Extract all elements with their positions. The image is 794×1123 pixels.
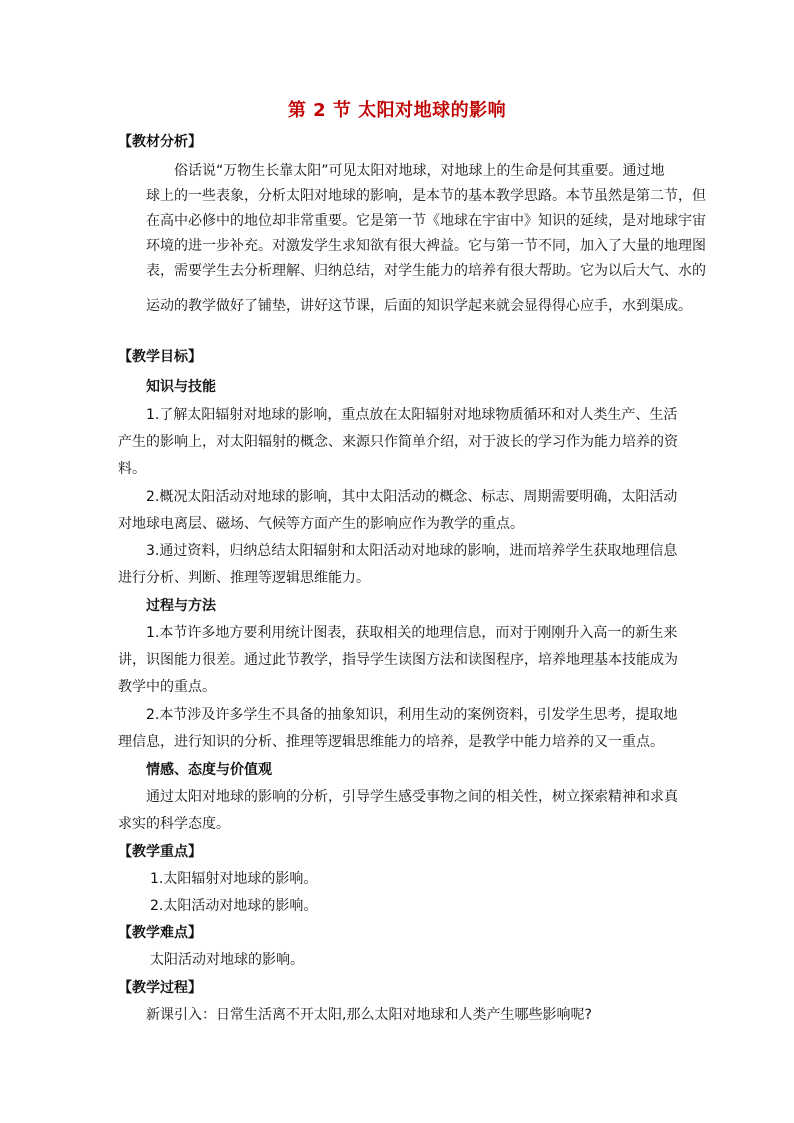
- analysis-line: 在高中必修中的地位却非常重要。它是第一节《地球在宇宙中》知识的延续，是对地球宇宙: [146, 213, 706, 229]
- goal-line: 2.本节涉及许多学生不具备的抽象知识，利用生动的案例资料，引发学生思考，提取地: [146, 707, 678, 723]
- key-point-item: 2.太阳活动对地球的影响。: [150, 898, 318, 914]
- analysis-line: 俗话说“万物生长靠太阳”可见太阳对地球，对地球上的生命是何其重要。通过地: [174, 163, 665, 179]
- emotion-heading: 情感、态度与价值观: [146, 762, 272, 778]
- goal-line: 1.本节许多地方要利用统计图表，获取相关的地理信息，而对于刚刚升入高一的新生来: [146, 625, 678, 641]
- goal-line: 求实的科学态度。: [118, 816, 230, 832]
- analysis-line: 环境的进一步补充。对激发学生求知欲有很大裨益。它与第一节不同，加入了大量的地理图: [146, 238, 706, 254]
- process-intro: 新课引入：日常生活离不开太阳,那么太阳对地球和人类产生哪些影响呢?: [146, 1007, 592, 1023]
- analysis-heading: 【教材分析】: [118, 134, 202, 150]
- goal-line: 2.概况太阳活动对地球的影响，其中太阳活动的概念、标志、周期需要明确，太阳活动: [146, 489, 678, 505]
- analysis-line: 表，需要学生去分析理解、归纳总结，对学生能力的培养有很大帮助。它为以后大气、水的: [146, 263, 706, 279]
- goal-line: 通过太阳对地球的影响的分析，引导学生感受事物之间的相关性，树立探索精神和求真: [146, 789, 678, 805]
- goal-line: 进行分析、判断、推理等逻辑思维能力。: [118, 570, 370, 586]
- page-title: 第 2 节 太阳对地球的影响: [287, 100, 507, 121]
- goal-line: 1.了解太阳辐射对地球的影响，重点放在太阳辐射对地球物质循环和对人类生产、生活: [146, 407, 678, 423]
- goal-line: 理信息，进行知识的分析、推理等逻辑思维能力的培养，是教学中能力培养的又一重点。: [118, 734, 664, 750]
- goal-line: 料。: [118, 461, 146, 477]
- difficulty-text: 太阳活动对地球的影响。: [150, 952, 304, 968]
- analysis-line: 运动的教学做好了铺垫，讲好这节课，后面的知识学起来就会显得得心应手，水到渠成。: [146, 298, 692, 314]
- goal-line: 3.通过资料，归纳总结太阳辐射和太阳活动对地球的影响，进而培养学生获取地理信息: [146, 543, 678, 559]
- goal-line: 产生的影响上，对太阳辐射的概念、来源只作简单介绍，对于波长的学习作为能力培养的资: [118, 434, 678, 450]
- difficulty-heading: 【教学难点】: [118, 925, 202, 941]
- key-point-item: 1.太阳辐射对地球的影响。: [150, 871, 318, 887]
- process-method-heading: 过程与方法: [146, 598, 216, 614]
- key-points-heading: 【教学重点】: [118, 844, 202, 860]
- goal-line: 讲，识图能力很差。通过此节教学，指导学生读图方法和读图程序，培养地理基本技能成为: [118, 652, 678, 668]
- goals-heading: 【教学目标】: [118, 349, 202, 365]
- analysis-line: 球上的一些表象，分析太阳对地球的影响，是本节的基本教学思路。本节虽然是第二节，但: [146, 188, 706, 204]
- goal-line: 对地球电离层、磁场、气候等方面产生的影响应作为教学的重点。: [118, 516, 524, 532]
- goal-line: 教学中的重点。: [118, 679, 216, 695]
- knowledge-heading: 知识与技能: [146, 379, 216, 395]
- process-heading: 【教学过程】: [118, 980, 202, 996]
